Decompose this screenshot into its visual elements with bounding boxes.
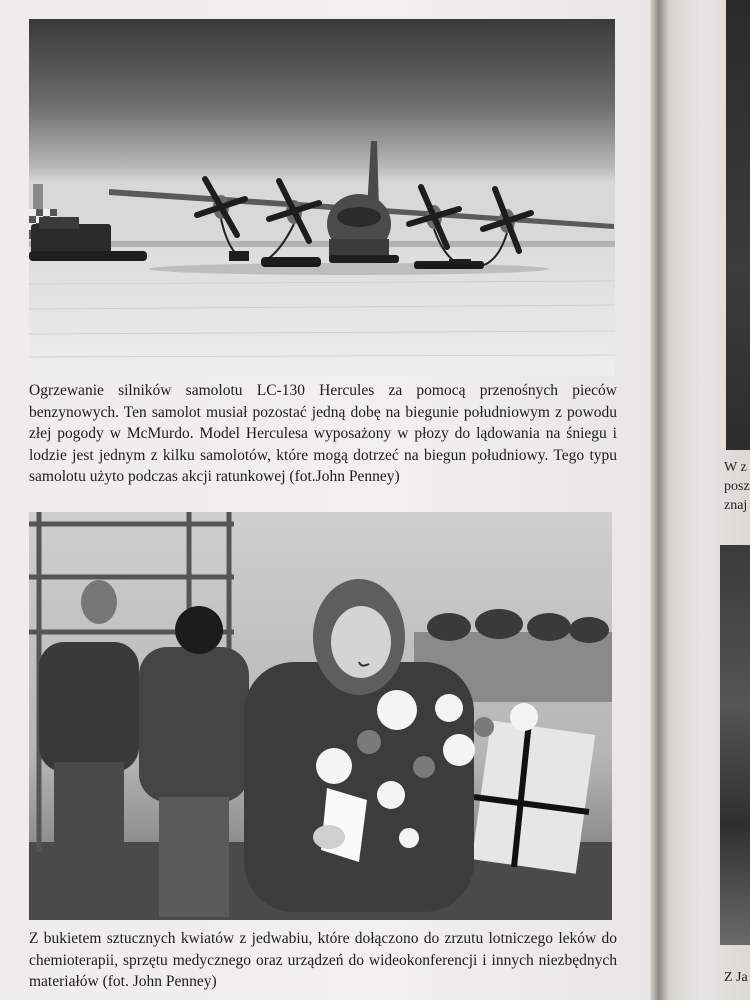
right-page-bottom-text: Z Ja (724, 970, 748, 985)
book-gutter (650, 0, 668, 1000)
right-page (668, 0, 750, 1000)
right-page-line: znaj (724, 498, 748, 513)
bouquet-photo (29, 512, 612, 920)
right-page-line: posz (724, 479, 750, 494)
top-photo-caption: Ogrzewanie silników samolotu LC-130 Hercules za pomocą przenośnych pieców benzynowych. Ten samolot musiał pozostać jedną dobę na biegunie południowym z powodu złej pogody w McMurdo. Model Herculesa wyposażony w płozy do lądowania na śniegu i lodzie jest jednym z kilku samolotów, które mogą dotrzeć na biegun południowy. Tego typu samolotu użyto podczas akcji ratunkowej (fot.John Penney) (29, 382, 617, 485)
hercules-aircraft-photo (29, 19, 615, 376)
right-page-photo-top (726, 0, 750, 450)
right-page-photo-bottom (720, 545, 750, 945)
right-page-text (724, 458, 750, 515)
bottom-photo-caption: Z bukietem sztucznych kwiatów z jedwabiu, które dołączono do zrzutu lotniczego leków do chemioterapii, sprzętu medycznego oraz urządzeń do wideokonferencji i innych niezbędnych materiałów (fot. John Penney) (29, 930, 617, 990)
right-page-line: W z (724, 460, 747, 475)
